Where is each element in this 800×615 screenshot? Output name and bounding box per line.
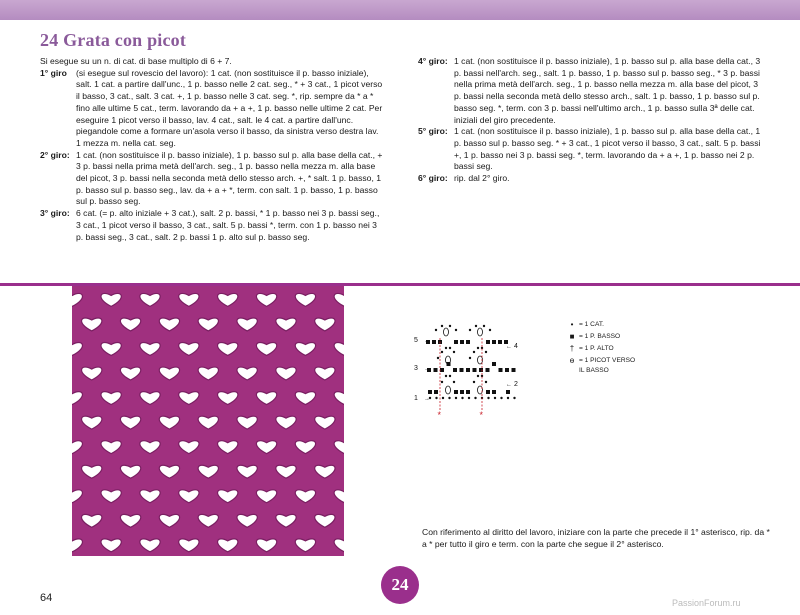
- single-crochet-symbol: [434, 368, 438, 372]
- single-crochet-symbol: [454, 340, 458, 344]
- pattern-note: Con riferimento al diritto del lavoro, iniziare con la parte che precede il 1° asterisco, rip. da * a * per tutto il giro e term. con la parte che segue il 2° asterisco.: [422, 527, 770, 549]
- row-number-label: 4: [514, 343, 518, 350]
- row-number-label: 3: [414, 365, 418, 372]
- single-crochet-symbol: [473, 368, 477, 372]
- page-title: 24 Grata con picot: [40, 30, 187, 50]
- double-crochet-icon: †: [569, 344, 575, 353]
- instructions-left-column: [40, 56, 385, 243]
- round-paragraph: [418, 56, 763, 126]
- round-text: 1 cat. (non sostituisce il p. basso iniziale), 1 p. basso sul p. alla base della cat., 3 p. bassi nell'arch. seg., salt. 1 p. basso, 1 p. basso sul p. basso seg., * 3 p. bassi nella prima metà dell'arch. seg., 1 p. basso nella mezza m. alla base del picot, 3 p. bassi nella seconda metà dello stesso arch., salt. 1 p. basso, 1 p. basso sul p. basso seg. *, term. con 3 p. bassi nell'ultimo arch., 1 p. basso sulla 3ª delle cat. iniziali del giro precedente.: [454, 56, 761, 125]
- chain-symbol: [513, 397, 515, 399]
- direction-arrow-icon: →: [424, 338, 430, 344]
- single-crochet-symbol: [466, 368, 470, 372]
- chain-symbol: [485, 381, 487, 383]
- chain-symbol: [469, 357, 471, 359]
- stitch-legend: [565, 320, 639, 378]
- chain-symbol: [507, 397, 509, 399]
- single-crochet-symbol: [454, 390, 458, 394]
- picot-down-icon: ɵ: [569, 356, 575, 365]
- single-crochet-symbol: [486, 340, 490, 344]
- single-crochet-symbol: [505, 368, 509, 372]
- chain-symbol: [437, 357, 439, 359]
- chain-symbol: [474, 397, 476, 399]
- picot-symbol: [446, 386, 451, 394]
- row-number-label: 2: [514, 381, 518, 388]
- chain-symbol: [435, 329, 437, 331]
- chain-symbol: [441, 351, 443, 353]
- chain-symbol: [449, 325, 451, 327]
- round-label: 2° giro:: [40, 149, 70, 160]
- row-number-label: 1: [414, 395, 418, 402]
- single-crochet-symbol: [440, 368, 444, 372]
- legend-label: = 1 P. BASSO: [579, 333, 621, 340]
- picot-symbol: [444, 328, 449, 336]
- single-crochet-symbol: [498, 340, 502, 344]
- single-crochet-symbol: [460, 368, 464, 372]
- round-label: 5° giro:: [418, 126, 448, 137]
- round-paragraph: [40, 150, 385, 209]
- single-crochet-symbol: [460, 340, 464, 344]
- single-crochet-symbol: [506, 390, 510, 394]
- chain-symbol: [473, 381, 475, 383]
- chain-symbol: [489, 329, 491, 331]
- chain-symbol: [453, 351, 455, 353]
- row-number-label: 5: [414, 337, 418, 344]
- chain-symbol: [435, 397, 437, 399]
- asterisk-marker: *: [479, 410, 484, 420]
- chain-dot-icon: •: [570, 320, 574, 329]
- chain-symbol: [449, 375, 451, 377]
- single-crochet-symbol: [466, 390, 470, 394]
- single-crochet-symbol: [492, 362, 496, 366]
- round-paragraph: [418, 173, 763, 185]
- chain-symbol: [455, 397, 457, 399]
- single-crochet-symbol: [428, 390, 432, 394]
- instructions-right-column: [418, 56, 763, 185]
- chain-symbol: [445, 375, 447, 377]
- single-crochet-symbol: [492, 390, 496, 394]
- legend-item-single-crochet: [565, 332, 639, 342]
- chain-symbol: [494, 397, 496, 399]
- chain-symbol: [487, 397, 489, 399]
- legend-item-double-crochet: [565, 344, 639, 354]
- round-label: 1° giro: [40, 67, 67, 78]
- single-crochet-symbol: [499, 368, 503, 372]
- round-paragraph: [40, 68, 385, 150]
- chain-symbol: [473, 351, 475, 353]
- picot-symbol: [478, 328, 483, 336]
- chain-symbol: [475, 325, 477, 327]
- asterisk-marker: *: [437, 410, 442, 420]
- round-label: 6° giro:: [418, 173, 448, 184]
- chain-symbol: [448, 397, 450, 399]
- round-paragraph: [40, 208, 385, 243]
- crochet-swatch-image: [72, 286, 344, 556]
- round-text: rip. dal 2° giro.: [454, 173, 510, 184]
- single-crochet-symbol: [486, 368, 490, 372]
- legend-label: = 1 P. ALTO: [579, 345, 614, 352]
- round-text: 6 cat. (= p. alto iniziale + 3 cat.), salt. 2 p. bassi, * 1 p. basso nei 3 p. bassi seg., 3 cat., 1 picot verso il basso, 3 cat., salt. 5 p. bassi *, term. con 1 p. basso nei 3 p. bassi seg., 3 cat., salt. 2 p. bassi 1 p. alto sul p. basso seg.: [76, 208, 380, 242]
- single-crochet-symbol: [486, 390, 490, 394]
- round-label: 4° giro:: [418, 56, 448, 66]
- legend-label: = 1 CAT.: [579, 321, 604, 328]
- direction-arrow-icon: →: [424, 396, 430, 402]
- page-number: 64: [40, 592, 53, 604]
- single-crochet-square-icon: ■: [569, 332, 575, 341]
- chain-symbol: [453, 381, 455, 383]
- legend-item-picot: [565, 356, 639, 376]
- single-crochet-symbol: [466, 340, 470, 344]
- top-decorative-band: [0, 0, 800, 20]
- round-text: (si esegue sul rovescio del lavoro): 1 cat. (non sostituisce il p. basso iniziale), salt. 1 cat. a partire dall'unc., 1 p. basso nelle 2 cat. seg., * + 3 cat., 1 picot verso il basso, 3 cat., salt. 3 cat. +, 1 p. basso nelle 3 cat. seg. *, rip. sempre da * a * fino alle ultime 5 cat., term. lavorando da + a +, 1 p. basso nelle ultime 2 cat. Per eseguire 1 picot verso il basso, lav. 4 cat., salt. le 4 cat. a partire dall'unc. piegandole come a formare un'asola verso il basso, da sinistra verso destra lav. 1 mezza m. nella cat. seg.: [76, 67, 383, 148]
- stitch-diagram: [410, 318, 540, 428]
- chain-symbol: [477, 347, 479, 349]
- single-crochet-symbol: [432, 340, 436, 344]
- direction-arrow-icon: →: [424, 366, 430, 372]
- legend-item-chain: [565, 320, 639, 330]
- watermark: PassionForum.ru: [672, 598, 741, 608]
- round-text: 1 cat. (non sostituisce il p. basso iniziale), 1 p. basso sul p. alla base della cat., 1 p. basso sul p. basso seg. * + 3 cat., 1 picot verso il basso, 3 cat., salt. 5 p. bassi +, 1 p. basso nei 3 p. bassi seg. *, term. lavorando da + a +, 1 p. basso nei 2 p. bassi seg.: [454, 126, 761, 172]
- single-crochet-symbol: [460, 390, 464, 394]
- chain-symbol: [441, 381, 443, 383]
- single-crochet-symbol: [453, 368, 457, 372]
- chain-symbol: [461, 397, 463, 399]
- chain-symbol: [455, 329, 457, 331]
- direction-arrow-icon: ←: [506, 382, 512, 388]
- chain-symbol: [485, 351, 487, 353]
- single-crochet-symbol: [434, 390, 438, 394]
- chain-symbol: [469, 329, 471, 331]
- chain-symbol: [442, 397, 444, 399]
- single-crochet-symbol: [512, 368, 516, 372]
- round-label: 3° giro:: [40, 208, 70, 219]
- chain-symbol: [468, 397, 470, 399]
- chain-symbol: [441, 325, 443, 327]
- direction-arrow-icon: ←: [506, 344, 512, 350]
- chain-symbol: [445, 347, 447, 349]
- pattern-number-badge: 24: [381, 566, 419, 604]
- chain-symbol: [449, 347, 451, 349]
- intro-text: Si esegue su un n. di cat. di base multiplo di 6 + 7.: [40, 56, 232, 66]
- chain-symbol: [483, 325, 485, 327]
- chain-symbol: [477, 375, 479, 377]
- chain-symbol: [500, 397, 502, 399]
- legend-label: = 1 PICOT VERSO IL BASSO: [579, 357, 636, 374]
- round-paragraph: [418, 126, 763, 173]
- round-text: 1 cat. (non sostituisce il p. basso iniziale), 1 p. basso sul p. alla base della cat., + 3 p. bassi nella prima metà dell'arch. seg., 1 p. basso nella mezza m. alla base del picot, 3 p. bassi nella seconda metà dello stesso arch. +, * salt. 1 p. basso, 1 p. basso sul p. basso seg., lav. da + a + *, term. con salt. 1 p. basso, 1 p. basso sul p. basso seg.: [76, 149, 383, 207]
- single-crochet-symbol: [492, 340, 496, 344]
